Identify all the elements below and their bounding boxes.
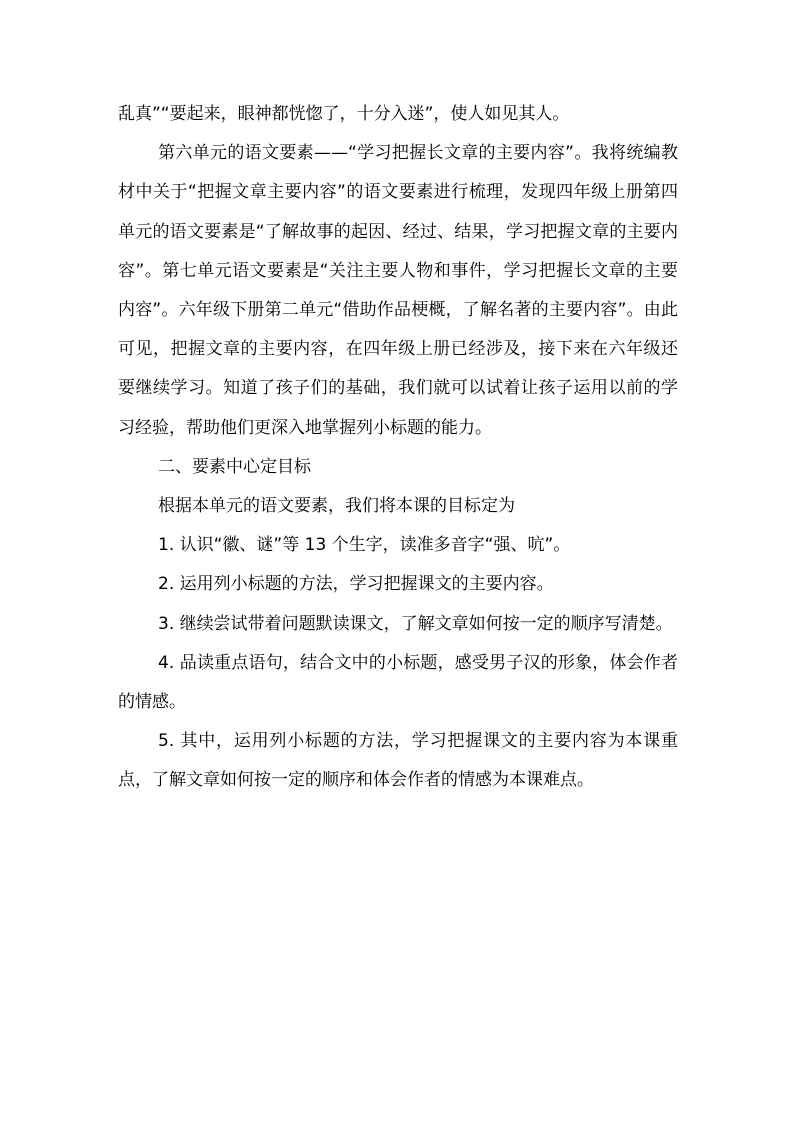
goal-item-2: 2. 运用列小标题的方法，学习把握课文的主要内容。 [158, 574, 554, 595]
paragraph-continuation: 乱真”“要起来，眼神都恍惚了，十分入迷”，使人如见其人。 [118, 104, 570, 124]
paragraph-goals-intro: 根据本单元的语文要素，我们将本课的目标定为 [158, 496, 515, 517]
goal-item-3: 3. 继续尝试带着问题默读课文，了解文章如何按一定的顺序写清楚。 [158, 613, 673, 634]
goal-item-1: 1. 认识“徽、谜”等 13 个生字，读准多音字“强、吭”。 [158, 535, 571, 556]
paragraph-unit-six-elements: 第六单元的语文要素——“学习把握长文章的主要内容”。我将统编教材中关于“把握文章主要内容”的语文要素进行梳理，发现四年级上册第四单元的语文要素是“了解故事的起因、经过、结果，学习把握文章的主要内容”。第七单元语文要素是“关注主要人物和事件，学习把握长文章的主要内容”。六年级下册第二单元“借助作品梗概，了解名著的主要内容”。由此可见，把握文章的主要内容，在四年级上册已经涉及，接下来在六年级还要继续学习。知道了孩子们的基础，我们就可以试着让孩子运用以前的学习经验，帮助他们更深入地掌握列小标题的能力。 [118, 143, 678, 438]
goal-item-5: 5. 其中，运用列小标题的方法，学习把握课文的主要内容为本课重点，了解文章如何按一定的顺序和体会作者的情感为本课难点。 [118, 731, 678, 791]
section-heading-goals: 二、要素中心定目标 [158, 456, 311, 477]
document-body [118, 95, 678, 801]
goal-item-4: 4. 品读重点语句，结合文中的小标题，感受男子汉的形象，体会作者的情感。 [118, 652, 678, 713]
